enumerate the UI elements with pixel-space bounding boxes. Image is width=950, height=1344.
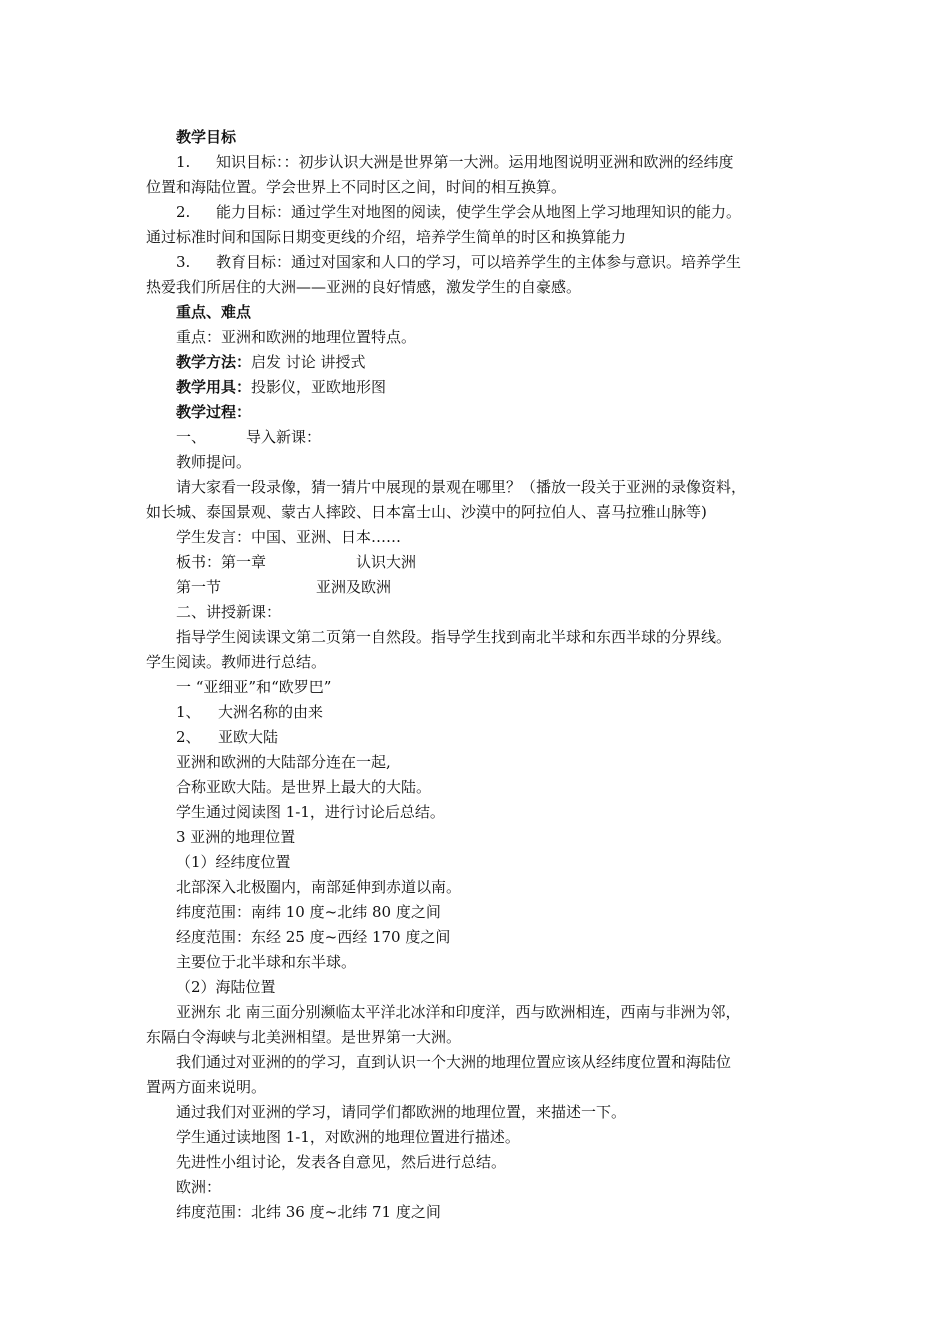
longitude-range: 经度范围：东经 25 度~西经 170 度之间 xyxy=(176,928,451,946)
describe-europe: 通过我们对亚洲的学习，请同学们都欧洲的地理位置，来描述一下。 xyxy=(176,1103,627,1121)
subsection-asia-europe: 一 “亚细亚”和“欧罗巴” xyxy=(176,678,332,696)
learning-line-1: 我们通过对亚洲的的学习，直到认识一个大洲的地理位置应该从经纬度位置和海陆位 xyxy=(176,1053,732,1071)
item-2-number: 2、 xyxy=(176,728,201,746)
intro-number: 一、 xyxy=(176,428,207,446)
students-read-map: 学生通过读地图 1-1，对欧洲的地理位置进行描述。 xyxy=(176,1128,520,1146)
teaching-method-value: 启发 讨论 讲授式 xyxy=(251,353,366,371)
item-2 xyxy=(146,725,826,750)
section-line xyxy=(146,575,826,600)
sea-land-line-2: 东隔白令海峡与北美洲相望。是世界第一大洲。 xyxy=(146,1028,462,1046)
europe-latitude-range: 纬度范围：北纬 36 度~北纬 71 度之间 xyxy=(176,1203,441,1221)
video-line-1: 请大家看一段录像，猜一猜片中展现的景观在哪里？（播放一段关于亚洲的录像资料， xyxy=(176,478,747,496)
teaching-method xyxy=(146,350,826,375)
teaching-tools-value: 投影仪，亚欧地形图 xyxy=(251,378,387,396)
item-1-text: 大洲名称的由来 xyxy=(218,703,324,721)
goal-2-line-2: 通过标准时间和国际日期变更线的介绍，培养学生简单的时区和换算能力 xyxy=(146,228,627,246)
goal-3-line-1 xyxy=(146,250,826,275)
lat-lon-position-heading: （1）经纬度位置 xyxy=(176,853,291,871)
goal-1-number: 1. xyxy=(176,153,191,171)
goal-1-line-2: 位置和海陆位置。学会世界上不同时区之间，时间的相互换算。 xyxy=(146,178,567,196)
section-value: 亚洲及欧洲 xyxy=(316,578,392,596)
teacher-question: 教师提问。 xyxy=(176,453,252,471)
board-value: 认识大洲 xyxy=(356,553,417,571)
goal-1-text: 知识目标：：初步认识大洲是世界第一大洲。运用地图说明亚洲和欧洲的经纬度 xyxy=(216,153,734,171)
latitude-range: 纬度范围：南纬 10 度~北纬 80 度之间 xyxy=(176,903,441,921)
learning-line-2: 置两方面来说明。 xyxy=(146,1078,267,1096)
board-writing xyxy=(146,550,826,575)
goal-2-text: 能力目标：通过学生对地图的阅读，使学生学会从地图上学习地理知识的能力。 xyxy=(216,203,742,221)
new-lesson-heading: 二、讲授新课： xyxy=(176,603,282,621)
key-point-text: 重点：亚洲和欧洲的地理位置特点。 xyxy=(176,328,417,346)
eurasia-line-1: 亚洲和欧洲的大陆部分连在一起, xyxy=(176,753,391,771)
goal-3-number: 3. xyxy=(176,253,191,271)
video-line-2: 如长城、泰国景观、蒙古人摔跤、日本富士山、沙漠中的阿拉伯人、喜马拉雅山脉等) xyxy=(146,503,707,521)
heading-teaching-goals: 教学目标 xyxy=(176,128,237,146)
sea-land-line-1: 亚洲东 北 南三面分别濒临太平洋北冰洋和印度洋，西与欧洲相连，西南与非洲为邻， xyxy=(176,1003,741,1021)
teaching-tools xyxy=(146,375,826,400)
guide-line-1: 指导学生阅读课文第二页第一自然段。指导学生找到南北半球和东西半球的分界线。 xyxy=(176,628,732,646)
teaching-tools-label: 教学用具： xyxy=(176,378,252,396)
student-speak: 学生发言：中国、亚洲、日本…… xyxy=(176,528,402,546)
intro-title: 导入新课： xyxy=(246,428,322,446)
eurasia-line-2: 合称亚欧大陆。是世界上最大的大陆。 xyxy=(176,778,432,796)
sea-land-heading: （2）海陆位置 xyxy=(176,978,276,996)
europe-heading: 欧洲： xyxy=(176,1178,222,1196)
north-south-extent: 北部深入北极圈内，南部延伸到赤道以南。 xyxy=(176,878,462,896)
item-2-text: 亚欧大陆 xyxy=(218,728,279,746)
guide-line-2: 学生阅读。教师进行总结。 xyxy=(146,653,327,671)
teaching-method-label: 教学方法： xyxy=(176,353,252,371)
hemispheres: 主要位于北半球和东半球。 xyxy=(176,953,357,971)
goal-1-line-1 xyxy=(146,150,826,175)
board-label: 板书：第一章 xyxy=(176,553,267,571)
read-figure: 学生通过阅读图 1-1，进行讨论后总结。 xyxy=(176,803,445,821)
goal-3-text: 教育目标：通过对国家和人口的学习，可以培养学生的主体参与意识。培养学生 xyxy=(216,253,742,271)
goal-3-line-2: 热爱我们所居住的大洲——亚洲的良好情感，激发学生的自豪感。 xyxy=(146,278,582,296)
heading-teaching-process: 教学过程： xyxy=(176,403,252,421)
section-label: 第一节 xyxy=(176,578,222,596)
item-1-number: 1、 xyxy=(176,703,201,721)
intro-heading xyxy=(146,425,826,450)
group-discussion: 先进性小组讨论，发表各自意见，然后进行总结。 xyxy=(176,1153,507,1171)
goal-2-number: 2. xyxy=(176,203,191,221)
asia-position-heading: 3 亚洲的地理位置 xyxy=(176,828,296,846)
document-page xyxy=(146,125,826,1225)
goal-2-line-1 xyxy=(146,200,826,225)
heading-key-points: 重点、难点 xyxy=(176,303,252,321)
item-1 xyxy=(146,700,826,725)
